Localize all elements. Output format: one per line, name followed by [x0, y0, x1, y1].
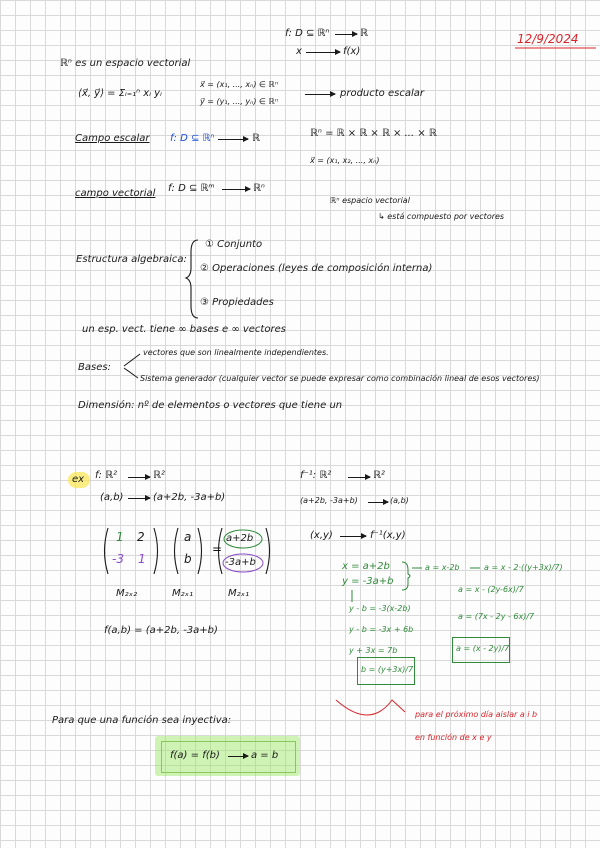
structure-label: Estructura algebraica:: [76, 254, 187, 265]
solve-b-result: b = (y+3x)/7: [361, 665, 414, 674]
vector-field-label: campo vectorial: [75, 188, 156, 199]
rn-vector-space: ℝⁿ es un espacio vectorial: [60, 58, 191, 69]
solve-b-3: y + 3x = 7b: [349, 646, 398, 655]
example-map-target: ℝ²: [153, 470, 165, 481]
matrix-12: 2: [137, 530, 145, 544]
bases-item-2: Sistema generador (cualquier vector se puede expresar como combinación lineal de esos vectores): [140, 374, 540, 383]
top-map-fx: f(x): [343, 46, 361, 57]
inverse-map-target: ℝ²: [373, 470, 385, 481]
vector-space-note: ℝⁿ espacio vectorial: [330, 196, 410, 205]
top-map-domain: f: D ⊆ ℝⁿ: [285, 28, 330, 39]
top-map-x: x: [296, 46, 302, 57]
result-left-paren: [219, 528, 223, 574]
vector-field-map: f: D ⊆ ℝᵐ: [168, 183, 215, 194]
result-bottom-circle: [223, 554, 263, 572]
vector-space-note-2: ↳ está compuesto por vectores: [378, 212, 505, 221]
inverse-to: (a,b): [390, 496, 409, 505]
bases-label: Bases:: [78, 362, 111, 373]
inverse-map: f⁻¹: ℝ²: [300, 470, 332, 481]
scalar-field-target: ℝ: [252, 133, 260, 144]
top-map-target: ℝ: [360, 28, 368, 39]
dot-product-label: producto escalar: [340, 88, 424, 99]
inverse-from: (a+2b, -3a+b): [300, 496, 358, 505]
solve-b-1: y - b = -3(x-2b): [349, 604, 411, 613]
x-vector-def: x⃗ = (x₁, ..., xₙ) ∈ ℝⁿ: [200, 80, 279, 89]
injective-label: Para que una función sea inyectiva:: [52, 715, 232, 726]
structure-item-1: ① Conjunto: [205, 239, 263, 250]
vector-field-target: ℝⁿ: [253, 183, 265, 194]
vector-b: b: [184, 552, 192, 566]
result-dim-label: M₂ₓ₁: [228, 588, 250, 599]
rn-product: ℝⁿ = ℝ × ℝ × ℝ × ... × ℝ: [310, 128, 437, 139]
bases-fork-top: [124, 354, 140, 366]
dimension-note: Dimensión: nº de elementos o vectores que tiene un: [78, 400, 343, 411]
matrix-21: -3: [112, 552, 124, 566]
red-curve-arrow: [336, 700, 405, 715]
solve-a-2: a = x - 2·((y+3x)/7): [484, 563, 563, 572]
inverse-fxy: f⁻¹(x,y): [370, 530, 406, 541]
bases-fork-bottom: [124, 368, 138, 378]
example-final: f(a,b) = (a+2b, -3a+b): [104, 625, 218, 636]
solve-a-4: a = (7x - 2y - 6x)/7: [458, 612, 535, 621]
inverse-xy: (x,y): [310, 530, 333, 541]
structure-item-3: ③ Propiedades: [200, 297, 274, 308]
solve-a-1: a = x-2b: [425, 563, 460, 572]
scalar-field-label: Campo escalar: [75, 133, 150, 144]
matrix-right-paren: [154, 528, 158, 574]
vector-left-paren: [175, 528, 179, 574]
matrix-22: 1: [138, 552, 146, 566]
red-note-2: en función de x e y: [415, 733, 492, 742]
structure-brace: [186, 240, 198, 318]
y-vector-def: y⃗ = (y₁, ..., yₙ) ∈ ℝⁿ: [200, 97, 279, 106]
result-bottom: -3a+b: [225, 557, 256, 568]
structure-item-2: ② Operaciones (leyes de composición interna): [200, 263, 433, 274]
inner-product-formula: ⟨x⃗, y⃗⟩ = Σᵢ₌₁ⁿ xᵢ yᵢ: [78, 88, 162, 99]
solve-a-3: a = x - (2y-6x)/7: [458, 585, 524, 594]
vector-a: a: [184, 530, 192, 544]
injective-result: a = b: [251, 750, 279, 761]
matrix-11: 1: [116, 530, 124, 544]
vector-dim-label: M₂ₓ₁: [172, 588, 194, 599]
solve-a-result: a = (x - 2y)/7: [456, 644, 510, 653]
result-top: a+2b: [226, 533, 254, 544]
system-eq-1: x = a+2b: [342, 561, 390, 572]
system-brace: [402, 562, 410, 590]
vector-right-paren: [198, 528, 202, 574]
bases-item-1: vectores que son linealmente independientes.: [143, 348, 329, 357]
x-components: x⃗ = (x₁, x₂, ..., xₙ): [310, 156, 380, 165]
example-tag: ex: [72, 474, 85, 485]
date-stamp: 12/9/2024: [517, 32, 579, 46]
injective-formula: f(a) = f(b): [170, 750, 220, 761]
matrix-left-paren: [105, 528, 109, 574]
example-image: (a+2b, -3a+b): [153, 492, 226, 503]
result-top-circle: [224, 530, 262, 548]
scalar-field-map: f: D ⊆ ℝⁿ: [170, 133, 215, 144]
example-map: f: ℝ²: [95, 470, 117, 481]
matrix-dim-label: M₂ₓ₂: [116, 588, 138, 599]
equals-sign: =: [212, 542, 223, 556]
system-eq-2: y = -3a+b: [342, 576, 394, 587]
example-ab: (a,b): [100, 492, 124, 503]
red-note-1: para el próximo día aislar a i b: [415, 710, 538, 719]
result-right-paren: [266, 528, 270, 574]
solve-b-2: y - b = -3x + 6b: [349, 625, 414, 634]
infinite-bases-note: un esp. vect. tiene ∞ bases e ∞ vectores: [82, 324, 286, 335]
